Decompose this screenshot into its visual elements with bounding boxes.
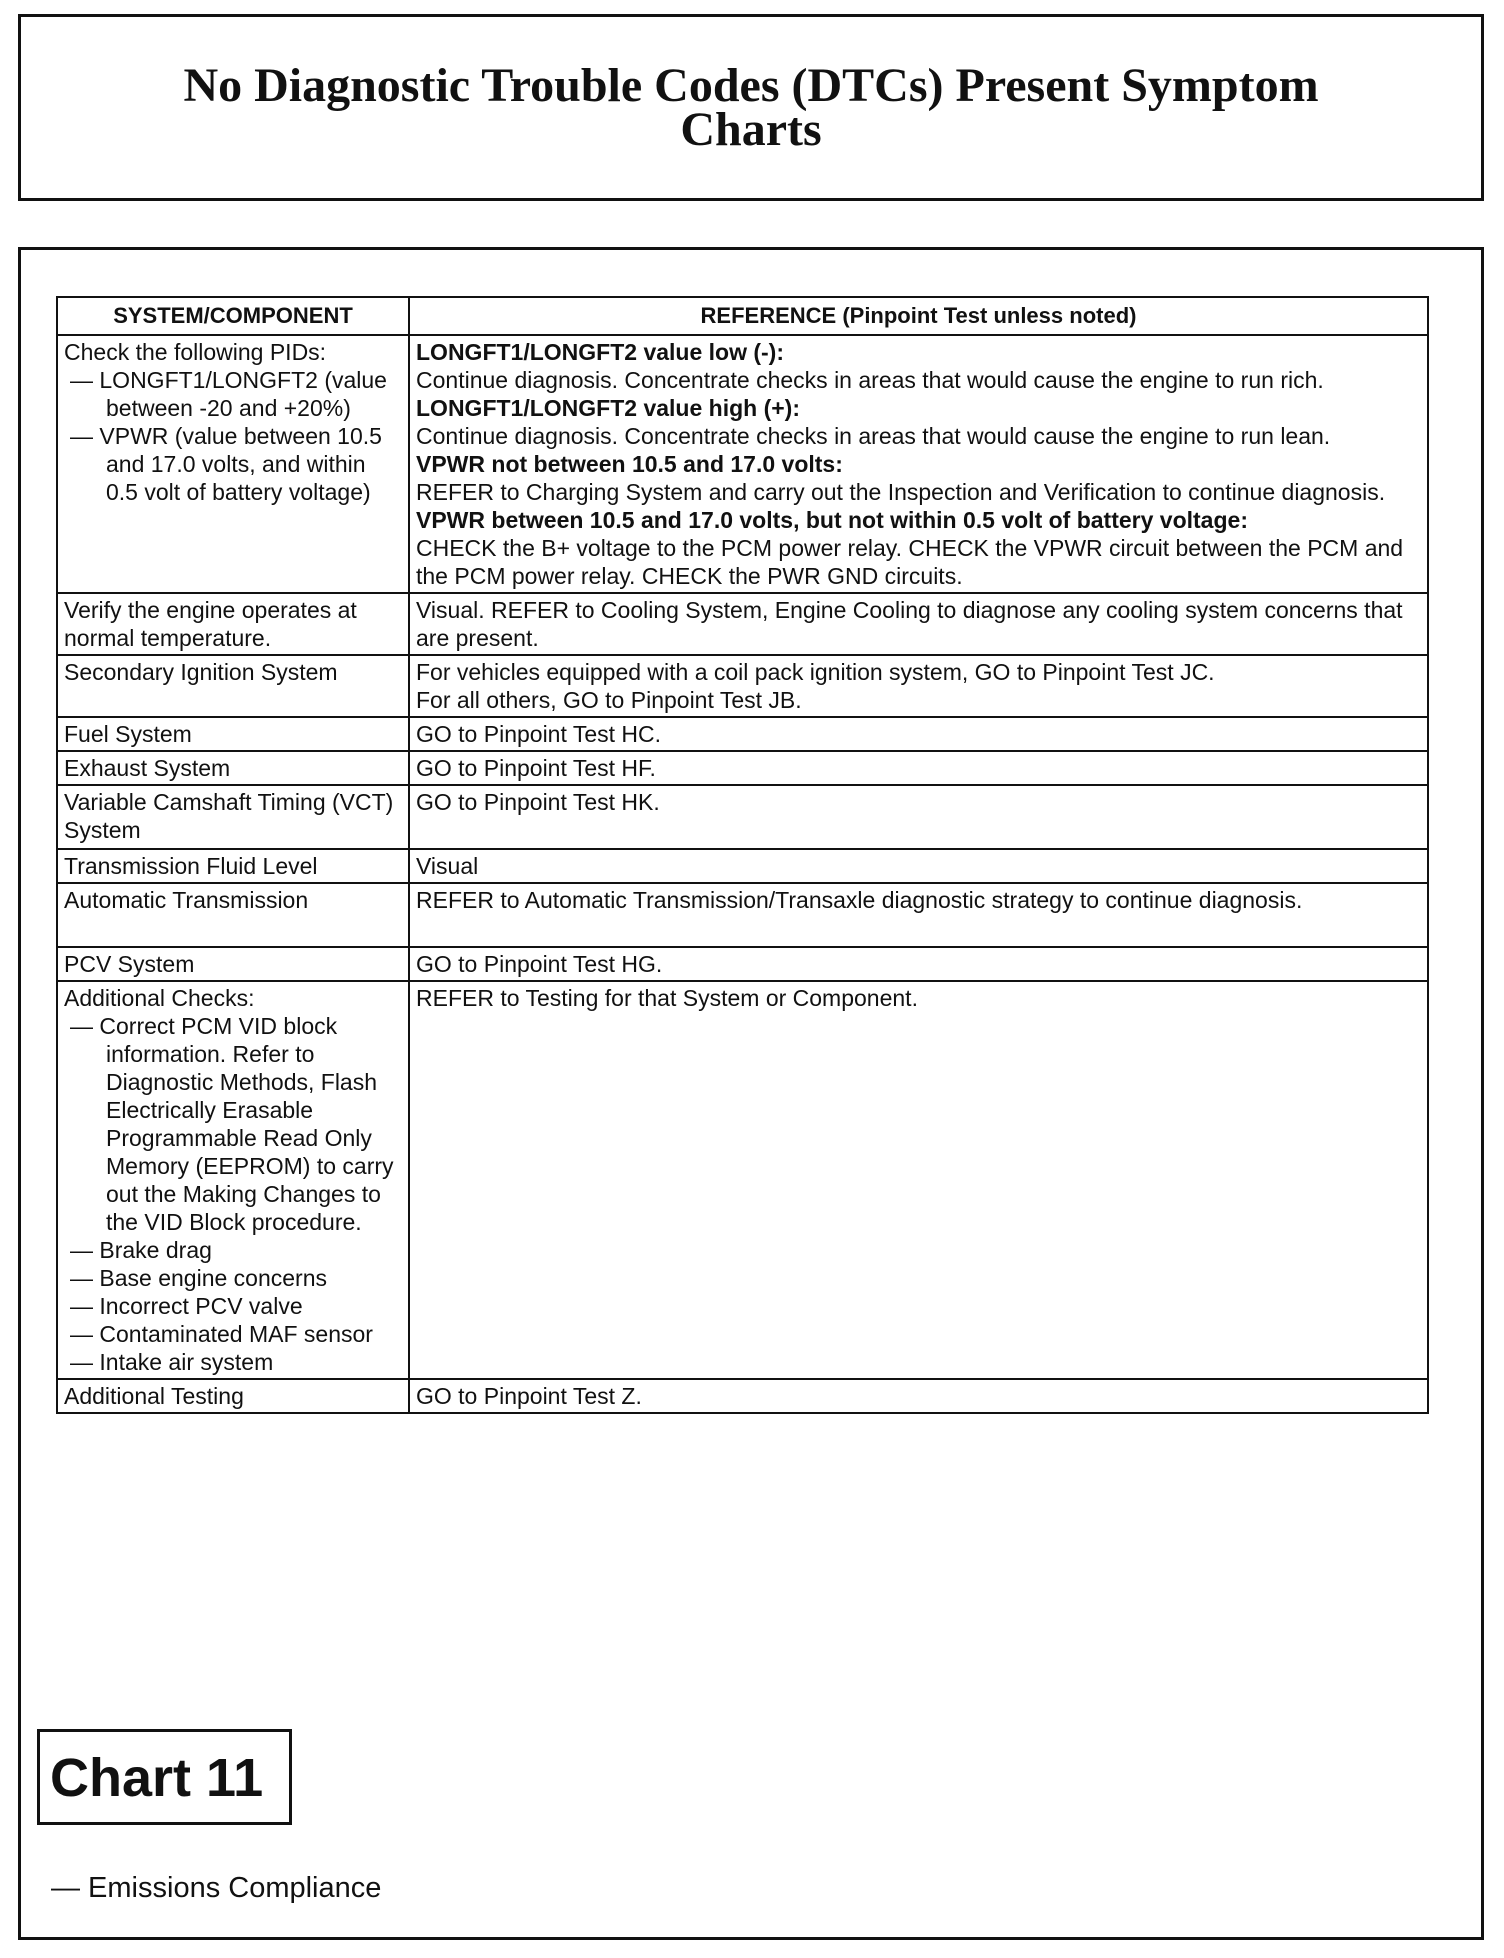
reference-cell: GO to Pinpoint Test HC.	[409, 717, 1428, 751]
reference-cell: REFER to Automatic Transmission/Transaxle diagnostic strategy to continue diagnosis.	[409, 883, 1428, 947]
system-cell: Transmission Fluid Level	[57, 849, 409, 883]
symptom-table	[56, 296, 1429, 1414]
header-system: SYSTEM/COMPONENT	[57, 297, 409, 335]
table-row	[57, 883, 1428, 947]
chart-label: Chart 11	[50, 1748, 264, 1808]
reference-text: Continue diagnosis. Concentrate checks in areas that would cause the engine to run rich.	[416, 367, 1324, 393]
table-row	[57, 655, 1428, 717]
header-reference: REFERENCE (Pinpoint Test unless noted)	[409, 297, 1428, 335]
table-row	[57, 981, 1428, 1379]
system-item: — Base engine concerns	[70, 1265, 327, 1291]
system-cell: Fuel System	[57, 717, 409, 751]
page-title: No Diagnostic Trouble Codes (DTCs) Present Symptom Charts	[183, 58, 1319, 156]
title-box	[18, 14, 1484, 201]
table-row	[57, 717, 1428, 751]
reference-text: For all others, GO to Pinpoint Test JB.	[416, 687, 802, 713]
system-item: — Intake air system	[70, 1349, 274, 1375]
reference-cell: GO to Pinpoint Test HG.	[409, 947, 1428, 981]
chart-label-box	[37, 1729, 292, 1825]
table-header-row	[57, 297, 1428, 335]
table-row	[57, 947, 1428, 981]
table-row	[57, 335, 1428, 593]
reference-cell: GO to Pinpoint Test Z.	[409, 1379, 1428, 1413]
reference-text: CHECK the B+ voltage to the PCM power relay. CHECK the VPWR circuit between the PCM and the PCM power relay. CHECK the PWR GND circuits.	[416, 535, 1404, 589]
system-intro: Check the following PIDs:	[64, 339, 327, 365]
system-item: — Incorrect PCV valve	[70, 1293, 303, 1319]
reference-heading: LONGFT1/LONGFT2 value low (-):	[416, 339, 784, 365]
system-cell: Verify the engine operates at normal temperature.	[57, 593, 409, 655]
reference-cell: Visual	[409, 849, 1428, 883]
system-cell: PCV System	[57, 947, 409, 981]
table-row	[57, 785, 1428, 849]
system-cell: Additional Testing	[57, 1379, 409, 1413]
reference-heading: VPWR not between 10.5 and 17.0 volts:	[416, 451, 843, 477]
reference-cell: Visual. REFER to Cooling System, Engine Cooling to diagnose any cooling system concerns that are present.	[409, 593, 1428, 655]
reference-cell: GO to Pinpoint Test HK.	[409, 785, 1428, 849]
reference-heading: VPWR between 10.5 and 17.0 volts, but not within 0.5 volt of battery voltage:	[416, 507, 1248, 533]
table-row	[57, 593, 1428, 655]
table-row	[57, 1379, 1428, 1413]
reference-cell	[409, 335, 1428, 593]
reference-cell	[409, 655, 1428, 717]
system-cell	[57, 981, 409, 1379]
system-item: — Contaminated MAF sensor	[70, 1321, 373, 1347]
content-box	[18, 247, 1484, 1940]
system-cell: Variable Camshaft Timing (VCT) System	[57, 785, 409, 849]
table-row	[57, 849, 1428, 883]
reference-cell: GO to Pinpoint Test HF.	[409, 751, 1428, 785]
reference-text: REFER to Charging System and carry out the Inspection and Verification to continue diagnosis.	[416, 479, 1386, 505]
reference-text: For vehicles equipped with a coil pack ignition system, GO to Pinpoint Test JC.	[416, 659, 1215, 685]
table-row	[57, 751, 1428, 785]
system-cell: Exhaust System	[57, 751, 409, 785]
system-cell: Secondary Ignition System	[57, 655, 409, 717]
system-item: — Correct PCM VID block information. Refer to Diagnostic Methods, Flash Electrically Erasable Programmable Read Only Memory (EEPROM) to carry out the Making Changes to the VID Block procedure.	[70, 1013, 394, 1235]
system-intro: Additional Checks:	[64, 985, 255, 1011]
system-cell	[57, 335, 409, 593]
reference-cell: REFER to Testing for that System or Component.	[409, 981, 1428, 1379]
system-cell: Automatic Transmission	[57, 883, 409, 947]
reference-heading: LONGFT1/LONGFT2 value high (+):	[416, 395, 800, 421]
system-item: — LONGFT1/LONGFT2 (value between -20 and +20%)	[70, 367, 387, 421]
system-item: — Brake drag	[70, 1237, 212, 1263]
system-item: — VPWR (value between 10.5 and 17.0 volts, and within 0.5 volt of battery voltage)	[70, 423, 382, 505]
emissions-compliance: — Emissions Compliance	[51, 1872, 382, 1904]
reference-text: Continue diagnosis. Concentrate checks in areas that would cause the engine to run lean.	[416, 423, 1331, 449]
